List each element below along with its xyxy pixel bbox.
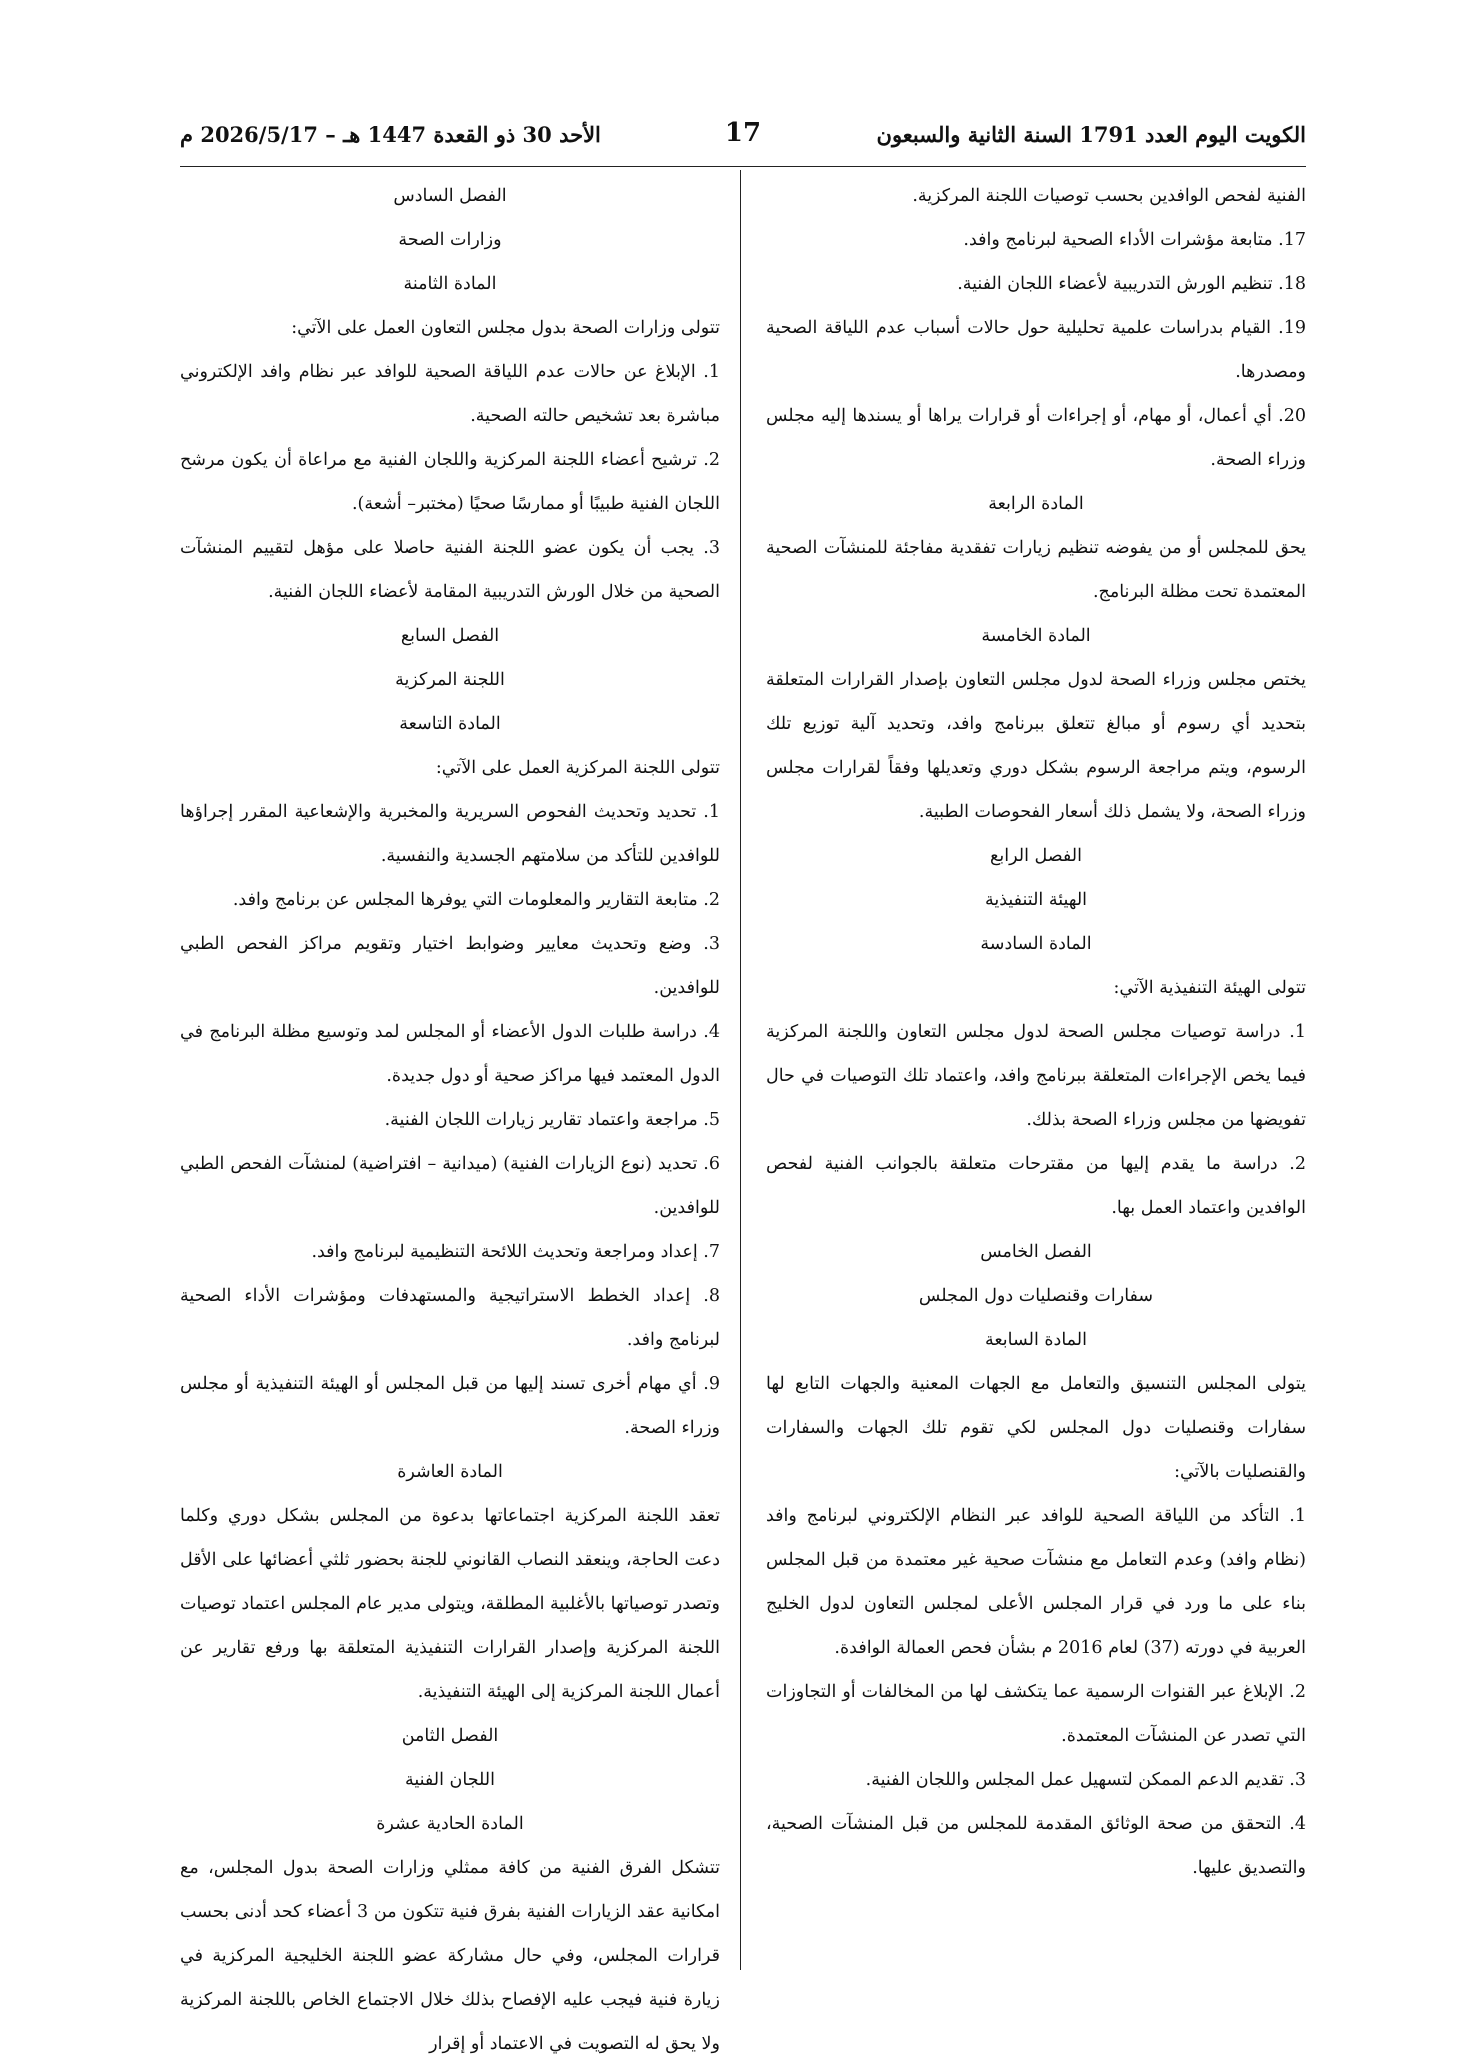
paragraph: 3. يجب أن يكون عضو اللجنة الفنية حاصلا على مؤهل لتقييم المنشآت الصحية من خلال الورش التدريبية المقامة لأعضاء اللجان الفنية. — [180, 538, 720, 602]
paragraph: 6. تحديد (نوع الزيارات الفنية) (ميدانية – افتراضية) لمنشآت الفحص الطبي للوافدين. — [180, 1154, 720, 1218]
paragraph: 20. أي أعمال، أو مهام، أو إجراءات أو قرارات يراها أو يسندها إليه مجلس وزراء الصحة. — [766, 406, 1306, 470]
paragraph: 1. دراسة توصيات مجلس الصحة لدول مجلس التعاون واللجنة المركزية فيما يخص الإجراءات المتعلقة ببرنامج وافد، واعتماد تلك التوصيات في حال تفويضها من مجلس وزراء الصحة بذلك. — [766, 1022, 1306, 1130]
section-heading: المادة الخامسة — [981, 626, 1091, 646]
paragraph: 2. ترشيح أعضاء اللجنة المركزية واللجان الفنية مع مراعاة أن يكون مرشح اللجان الفنية طبيبًا أو ممارسًا صحيًا (مختبر– أشعة). — [180, 450, 720, 514]
section-heading: اللجنة المركزية — [395, 670, 505, 690]
paragraph: 8. إعداد الخطط الاستراتيجية والمستهدفات ومؤشرات الأداء الصحية لبرنامج وافد. — [180, 1286, 720, 1350]
header-rule — [180, 166, 1306, 167]
paragraph: 5. مراجعة واعتماد تقارير زيارات اللجان الفنية. — [384, 1110, 720, 1130]
paragraph: تتشكل الفرق الفنية من كافة ممثلي وزارات الصحة بدول المجلس، مع امكانية عقد الزيارات الفنية بفرق فنية تتكون من 3 أعضاء كحد أدنى بحسب قرارات المجلس، وفي حال مشاركة عضو اللجنة الخليجية المركزية في زيارة فنية فيجب عليه الإفصاح بذلك خلال الاجتماع الخاص باللجنة المركزية ولا يحق له التصويت في الاعتماد أو إقرار — [180, 1858, 721, 2054]
paragraph: 19. القيام بدراسات علمية تحليلية حول حالات أسباب عدم اللياقة الصحية ومصدرها. — [766, 318, 1306, 382]
paragraph: 3. وضع وتحديث معايير وضوابط اختيار وتقويم مراكز الفحص الطبي للوافدين. — [180, 934, 720, 998]
left-column — [180, 174, 720, 2066]
section-heading: الفصل الرابع — [990, 846, 1082, 866]
section-heading: وزارات الصحة — [398, 230, 502, 250]
issue-date: الأحد 30 ذو القعدة 1447 هـ – 2026/5/17 م — [180, 122, 601, 147]
section-heading: المادة الثامنة — [403, 274, 497, 294]
paragraph: يحق للمجلس أو من يفوضه تنظيم زيارات تفقدية مفاجئة للمنشآت الصحية المعتمدة تحت مظلة البرنامج. — [766, 538, 1306, 602]
section-heading: المادة الحادية عشرة — [376, 1814, 524, 1834]
paragraph: تتولى الهيئة التنفيذية الآتي: — [1113, 978, 1306, 998]
column-divider — [740, 170, 741, 1970]
section-heading: اللجان الفنية — [404, 1770, 496, 1790]
paragraph: 2. متابعة التقارير والمعلومات التي يوفرها المجلس عن برنامج وافد. — [232, 890, 720, 910]
paragraph: تتولى اللجنة المركزية العمل على الآتي: — [435, 758, 720, 778]
paragraph: الفنية لفحص الوافدين بحسب توصيات اللجنة المركزية. — [912, 186, 1306, 206]
section-heading: المادة العاشرة — [397, 1462, 503, 1482]
section-heading: المادة السادسة — [980, 934, 1092, 954]
paragraph: 1. تحديد وتحديث الفحوص السريرية والمخبرية والإشعاعية المقرر إجراؤها للوافدين للتأكد من سلامتهم الجسدية والنفسية. — [180, 802, 720, 866]
section-heading: الفصل السابع — [400, 626, 500, 646]
section-heading: الفصل السادس — [393, 186, 507, 206]
right-column — [766, 174, 1306, 1890]
paragraph: 3. تقديم الدعم الممكن لتسهيل عمل المجلس واللجان الفنية. — [865, 1770, 1306, 1790]
section-heading: المادة التاسعة — [399, 714, 501, 734]
section-heading: المادة السابعة — [984, 1330, 1087, 1350]
section-heading: الفصل الخامس — [980, 1242, 1092, 1262]
paragraph: 1. التأكد من اللياقة الصحية للوافد عبر النظام الإلكتروني لبرنامج وافد (نظام وافد) وعدم التعامل مع منشآت صحية غير معتمدة من قبل المجلس بناء على ما ورد في قرار المجلس الأعلى لمجلس التعاون لدول الخليج العربية في دورته (37) لعام 2016 م بشأن فحص العمالة الوافدة. — [766, 1506, 1306, 1658]
section-heading: المادة الرابعة — [988, 494, 1084, 514]
paragraph: 18. تنظيم الورش التدريبية لأعضاء اللجان الفنية. — [957, 274, 1306, 294]
paragraph: 4. دراسة طلبات الدول الأعضاء أو المجلس لمد وتوسيع مظلة البرنامج في الدول المعتمد فيها مراكز صحية أو دول جديدة. — [180, 1022, 720, 1086]
section-heading: الهيئة التنفيذية — [984, 890, 1088, 910]
paragraph: 2. دراسة ما يقدم إليها من مقترحات متعلقة بالجوانب الفنية لفحص الوافدين واعتماد العمل بها. — [766, 1154, 1306, 1218]
page-header — [180, 118, 1306, 158]
paragraph: 1. الإبلاغ عن حالات عدم اللياقة الصحية للوافد عبر نظام وافد الإلكتروني مباشرة بعد تشخيص حالته الصحية. — [180, 362, 720, 426]
paragraph: 2. الإبلاغ عبر القنوات الرسمية عما يتكشف لها من المخالفات أو التجاوزات التي تصدر عن المنشآت المعتمدة. — [766, 1682, 1306, 1746]
paragraph: 7. إعداد ومراجعة وتحديث اللائحة التنظيمية لبرنامج وافد. — [311, 1242, 720, 1262]
page-number: 17 — [724, 118, 762, 148]
paragraph: 9. أي مهام أخرى تسند إليها من قبل المجلس أو الهيئة التنفيذية أو مجلس وزراء الصحة. — [180, 1374, 720, 1438]
paragraph: يختص مجلس وزراء الصحة لدول مجلس التعاون بإصدار القرارات المتعلقة بتحديد أي رسوم أو مبالغ تتعلق ببرنامج وافد، وتحديد آلية توزيع تلك الرسوم، ويتم مراجعة الرسوم بشكل دوري وتعديلها وفقاً لقرارات مجلس وزراء الصحة، ولا يشمل ذلك أسعار الفحوصات الطبية. — [766, 670, 1306, 822]
paragraph: 17. متابعة مؤشرات الأداء الصحية لبرنامج وافد. — [963, 230, 1306, 250]
paragraph: 4. التحقق من صحة الوثائق المقدمة للمجلس من قبل المنشآت الصحية، والتصديق عليها. — [766, 1814, 1306, 1878]
section-heading: الفصل الثامن — [401, 1726, 499, 1746]
paragraph: تعقد اللجنة المركزية اجتماعاتها بدعوة من المجلس بشكل دوري وكلما دعت الحاجة، وينعقد النصاب القانوني للجنة بحضور ثلثي أعضائها على الأقل وتصدر توصياتها بالأغلبية المطلقة، ويتولى مدير عام المجلس اعتماد توصيات اللجنة المركزية وإصدار القرارات التنفيذية المتعلقة بها ورفع تقارير عن أعمال اللجنة المركزية إلى الهيئة التنفيذية. — [180, 1506, 720, 1702]
paragraph: يتولى المجلس التنسيق والتعامل مع الجهات المعنية والجهات التابع لها سفارات وقنصليات دول المجلس لكي تقوم تلك الجهات والسفارات والقنصليات بالآتي: — [766, 1374, 1306, 1482]
section-heading: سفارات وقنصليات دول المجلس — [918, 1286, 1154, 1306]
paragraph: تتولى وزارات الصحة بدول مجلس التعاون العمل على الآتي: — [291, 318, 720, 338]
gazette-issue-info: الكويت اليوم العدد 1791 السنة الثانية والسبعون — [876, 122, 1306, 147]
